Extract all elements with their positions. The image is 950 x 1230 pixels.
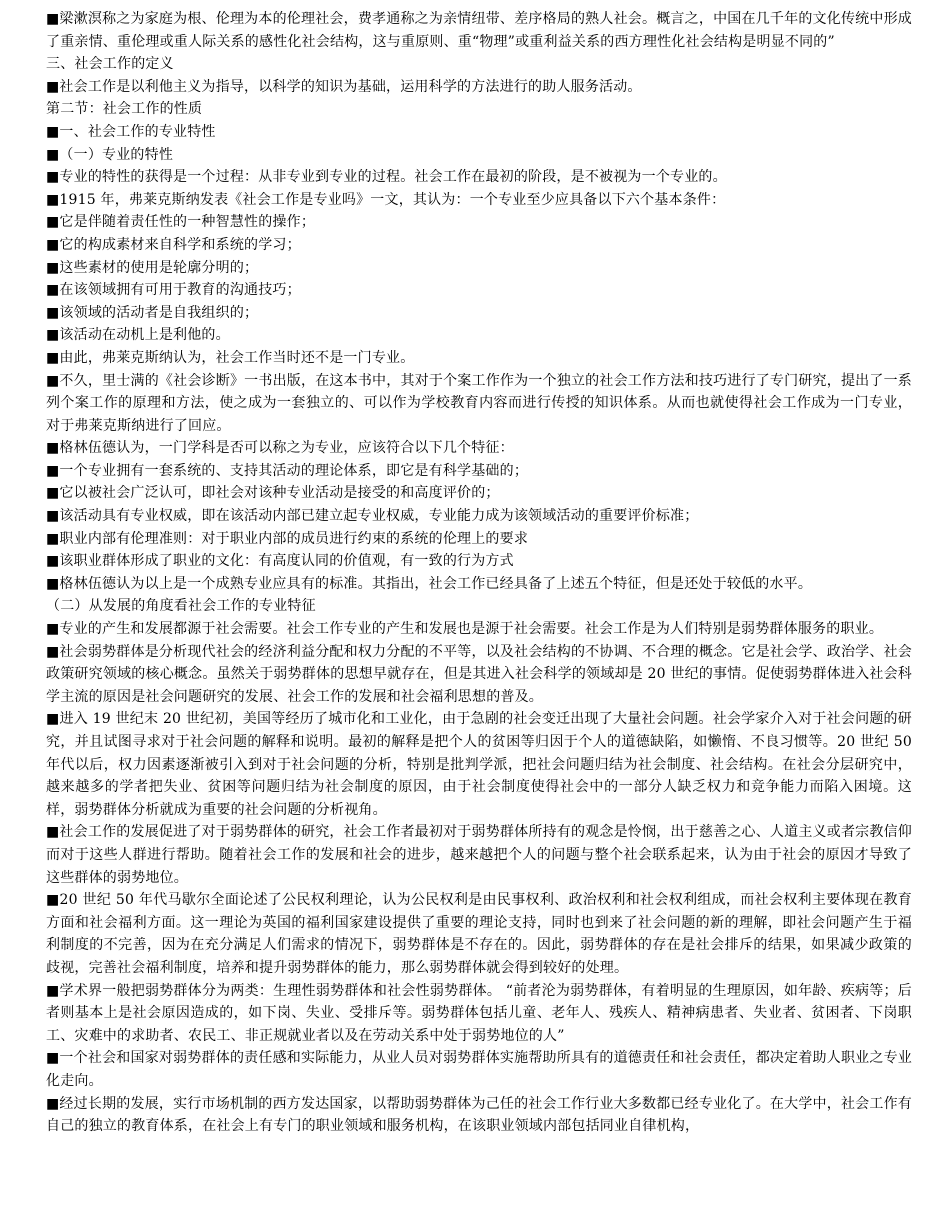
paragraph: ■该活动具有专业权威，即在该活动内部已建立起专业权威，专业能力成为该领域活动的重要评价标准； xyxy=(46,508,699,525)
paragraph: ■进入 19 世纪末 20 世纪初，美国等经历了城市化和工业化，由于急剧的社会变迁出现了大量社会问题。社会学家介入对于社会问题的研究，并且试图寻求对于社会问题的解释和说明。最初的解释是把个人的贫困等归因于个人的道德缺陷，如懒惰、不良习惯等。20 世纪 50 年代以后，权力因素逐渐被引入到对于社会问题的分析，特别是批判学派，把社会问题归结为社会制度、社会结构。在社会分层研究中，越来越多的学者把失业、贫困等问题归结为社会制度的原因，由于社会制度使得社会中的一部分人缺乏权力和竞争能力而陷入困境。这样，弱势群体分析就成为重要的社会问题的分析视角。 xyxy=(46,711,912,818)
paragraph: ■在该领域拥有可用于教育的沟通技巧； xyxy=(46,282,301,299)
paragraph: ■梁漱溟称之为家庭为根、伦理为本的伦理社会，费孝通称之为亲情纽带、差序格局的熟人社会。概言之，中国在几千年的文化传统中形成了重亲情、重伦理或重人际关系的感性化社会结构，这与重原则、重“物理”或重利益关系的西方理性化社会结构是明显不同的” xyxy=(46,11,912,50)
paragraph: ■不久，里士满的《社会诊断》一书出版，在这本书中，其对于个案工作作为一个独立的社会工作方法和技巧进行了专门研究，提出了一系列个案工作的原理和方法，使之成为一套独立的、可以作为学校教育内容而进行传授的知识体系。从而也就使得社会工作成为一门专业，对于弗莱克斯纳进行了回应。 xyxy=(46,372,912,434)
paragraph: ■该职业群体形成了职业的文化：有高度认同的价值观，有一致的行为方式 xyxy=(46,553,514,570)
paragraph: ■它的构成素材来自科学和系统的学习； xyxy=(46,236,301,253)
paragraph: ■它以被社会广泛认可，即社会对该种专业活动是接受的和高度评价的； xyxy=(46,485,500,502)
paragraph: （二）从发展的角度看社会工作的专业特征 xyxy=(46,598,316,615)
paragraph: 第二节：社会工作的性质 xyxy=(46,101,203,118)
paragraph: ■该活动在动机上是利他的。 xyxy=(46,327,230,344)
paragraph: ■经过长期的发展，实行市场机制的西方发达国家，以帮助弱势群体为己任的社会工作行业大多数都已经专业化了。在大学中，社会工作有自己的独立的教育体系，在社会上有专门的职业领域和服务机构，在该职业领域内部包括同业自律机构， xyxy=(46,1095,912,1135)
paragraph: ■一、社会工作的专业特性 xyxy=(46,123,216,140)
paragraph: ■社会弱势群体是分析现代社会的经济利益分配和权力分配的不平等，以及社会结构的不协调、不合理的概念。它是社会学、政治学、社会政策研究领域的核心概念。虽然关于弱势群体的思想早就存在，但是其进入社会科学的领域却是 20 世纪的事情。促使弱势群体进入社会科学主流的原因是社会问题研究的发展、社会工作的发展和社会福利思想的普及。 xyxy=(46,643,912,705)
paragraph: ■（一）专业的特性 xyxy=(46,146,174,163)
paragraph: ■一个专业拥有一套系统的、支持其活动的理论体系，即它是有科学基础的； xyxy=(46,462,529,479)
paragraph: 三、社会工作的定义 xyxy=(46,56,174,73)
paragraph: ■职业内部有伦理准则：对于职业内部的成员进行约束的系统的伦理上的要求 xyxy=(46,530,529,547)
paragraph: ■格林伍德认为以上是一个成熟专业应具有的标准。其指出，社会工作已经具备了上述五个特征，但是还处于较低的水平。 xyxy=(46,575,813,592)
paragraph: ■社会工作的发展促进了对于弱势群体的研究，社会工作者最初对于弱势群体所持有的观念是怜悯，出于慈善之心、人道主义或者宗教信仰而对于这些人群进行帮助。随着社会工作的发展和社会的进步，越来越把个人的问题与整个社会联系起来，认为由于社会的原因才导致了这些群体的弱势地位。 xyxy=(46,824,912,886)
paragraph: ■由此，弗莱克斯纳认为，社会工作当时还不是一门专业。 xyxy=(46,349,415,366)
paragraph: ■这些素材的使用是轮廓分明的； xyxy=(46,259,259,276)
paragraph: ■1915 年，弗莱克斯纳发表《社会工作是专业吗》一文，其认为：一个专业至少应具备以下六个基本条件： xyxy=(46,191,726,208)
paragraph: ■它是伴随着责任性的一种智慧性的操作； xyxy=(46,214,316,231)
paragraph: ■20 世纪 50 年代马歇尔全面论述了公民权利理论，认为公民权利是由民事权利、政治权利和社会权利组成，而社会权利主要体现在教育方面和社会福利方面。这一理论为英国的福利国家建设提供了重要的理论支持，同时也到来了社会问题的新的理解，即社会问题产生于福利制度的不完善，因为在充分满足人们需求的情况下，弱势群体是不存在的。因此，弱势群体的存在是社会排斥的结果，如果减少政策的歧视，完善社会福利制度，培养和提升弱势群体的能力，那么弱势群体就会得到较好的处理。 xyxy=(46,892,912,976)
paragraph: ■格林伍德认为，一门学科是否可以称之为专业，应该符合以下几个特征： xyxy=(46,440,514,457)
paragraph: ■专业的特性的获得是一个过程：从非专业到专业的过程。社会工作在最初的阶段，是不被视为一个专业的。 xyxy=(46,169,727,186)
paragraph: ■学术界一般把弱势群体分为两类：生理性弱势群体和社会性弱势群体。 “前者沦为弱势群体，有着明显的生理原因，如年龄、疾病等；后者则基本上是社会原因造成的，如下岗、失业、受排斥等。弱势群体包括儿童、老年人、残疾人、精神病患者、失业者、贫困者、下岗职工、灾难中的求助者、农民工、非正规就业者以及在劳动关系中处于弱势地位的人” xyxy=(46,982,912,1044)
paragraph: ■一个社会和国家对弱势群体的责任感和实际能力，从业人员对弱势群体实施帮助所具有的道德责任和社会责任，都决定着助人职业之专业化走向。 xyxy=(46,1050,912,1089)
paragraph: ■该领域的活动者是自我组织的； xyxy=(46,304,259,321)
paragraph: ■社会工作是以利他主义为指导，以科学的知识为基础，运用科学的方法进行的助人服务活动。 xyxy=(46,78,642,95)
paragraph: ■专业的产生和发展都源于社会需要。社会工作专业的产生和发展也是源于社会需要。社会工作是为人们特别是弱势群体服务的职业。 xyxy=(46,621,884,638)
